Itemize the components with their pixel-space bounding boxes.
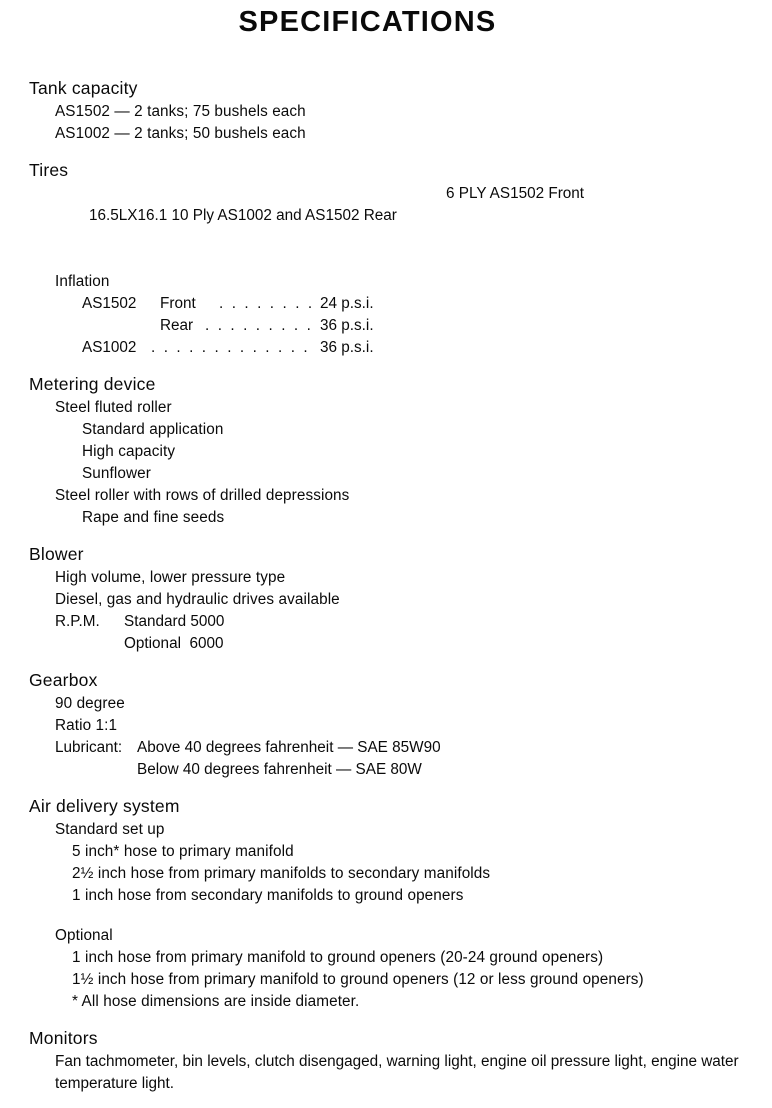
metering-group-item: Standard application: [82, 421, 224, 438]
inflation-model: AS1002: [82, 339, 137, 356]
section-heading-gearbox: Gearbox: [29, 670, 98, 690]
tank-capacity-line: AS1502 — 2 tanks; 75 bushels each: [55, 103, 306, 120]
air-optional-item: 1½ inch hose from primary manifold to ground openers (12 or less ground openers): [72, 971, 644, 988]
metering-group-item: Sunflower: [82, 465, 151, 482]
section-metering-device: [0, 372, 772, 529]
blower-rpm-row: [0, 611, 772, 633]
lubricant-below: Below 40 degrees fahrenheit — SAE 80W: [137, 761, 422, 778]
blower-line: Diesel, gas and hydraulic drives available: [55, 591, 340, 608]
metering-group-item: High capacity: [82, 443, 176, 460]
tire-spec-right: 6 PLY AS1502 Front: [446, 185, 585, 202]
inflation-position: Rear: [160, 317, 194, 334]
air-standard-item: 2½ inch hose from primary manifolds to secondary manifolds: [72, 865, 491, 882]
metering-group-item: Rape and fine seeds: [82, 509, 225, 526]
tank-capacity-line: AS1002 — 2 tanks; 50 bushels each: [55, 125, 306, 142]
tire-spec-left: 16.5LX16.1 10 Ply AS1002 and AS1502 Rear: [89, 207, 397, 224]
section-blower: [0, 542, 772, 655]
rpm-optional: Optional 6000: [124, 635, 224, 652]
section-monitors: [0, 1026, 772, 1095]
air-optional-label: Optional: [55, 927, 113, 944]
section-air-delivery-system: [0, 794, 772, 1013]
metering-group-title: Steel fluted roller: [55, 399, 172, 416]
inflation-value: 36 p.s.i.: [320, 339, 374, 356]
section-tires: [0, 158, 772, 359]
leader-dots: . . . . . . . . . . . . .: [151, 339, 310, 356]
metering-group-title: Steel roller with rows of drilled depressions: [55, 487, 350, 504]
specifications-body: [0, 76, 772, 1108]
inflation-row: [0, 315, 772, 337]
air-standard-item: 1 inch hose from secondary manifolds to ground openers: [72, 887, 464, 904]
monitors-text: Fan tachmometer, bin levels, clutch disengaged, warning light, engine oil pressure light, engine water temperature light.: [55, 1053, 739, 1092]
blower-rpm-row: [0, 633, 772, 655]
air-standard-item: 5 inch* hose to primary manifold: [72, 843, 294, 860]
lubricant-above: Above 40 degrees fahrenheit — SAE 85W90: [137, 739, 441, 756]
tire-spec-row: [0, 183, 772, 271]
leader-dots: . . . . . . . . .: [205, 317, 313, 334]
inflation-label: Inflation: [55, 273, 110, 290]
section-tank-capacity: [0, 76, 772, 145]
gearbox-lubricant-row: [0, 759, 772, 781]
blower-line: High volume, lower pressure type: [55, 569, 286, 586]
lubricant-label: Lubricant:: [55, 739, 123, 756]
inflation-model: AS1502: [82, 295, 137, 312]
inflation-value: 36 p.s.i.: [320, 317, 374, 334]
inflation-position: Front: [160, 295, 196, 312]
section-gearbox: [0, 668, 772, 781]
section-heading-tank-capacity: Tank capacity: [29, 78, 138, 98]
air-optional-item: 1 inch hose from primary manifold to ground openers (20-24 ground openers): [72, 949, 604, 966]
gearbox-line: Ratio 1:1: [55, 717, 118, 734]
section-heading-air-delivery-system: Air delivery system: [29, 796, 180, 816]
rpm-label: R.P.M.: [55, 613, 100, 630]
air-delivery-spacer: [0, 907, 772, 925]
inflation-row: [0, 293, 772, 315]
gearbox-line: 90 degree: [55, 695, 125, 712]
section-heading-monitors: Monitors: [29, 1028, 98, 1048]
inflation-row: [0, 337, 772, 359]
air-delivery-footnote: * All hose dimensions are inside diameter.: [72, 993, 360, 1010]
section-heading-tires: Tires: [29, 160, 69, 180]
gearbox-lubricant-row: [0, 737, 772, 759]
air-standard-label: Standard set up: [55, 821, 165, 838]
page-title: SPECIFICATIONS: [238, 6, 497, 38]
inflation-value: 24 p.s.i.: [320, 295, 374, 312]
rpm-standard: Standard 5000: [124, 613, 225, 630]
section-heading-metering-device: Metering device: [29, 374, 156, 394]
section-heading-blower: Blower: [29, 544, 84, 564]
leader-dots: . . . . . . . .: [219, 295, 315, 312]
